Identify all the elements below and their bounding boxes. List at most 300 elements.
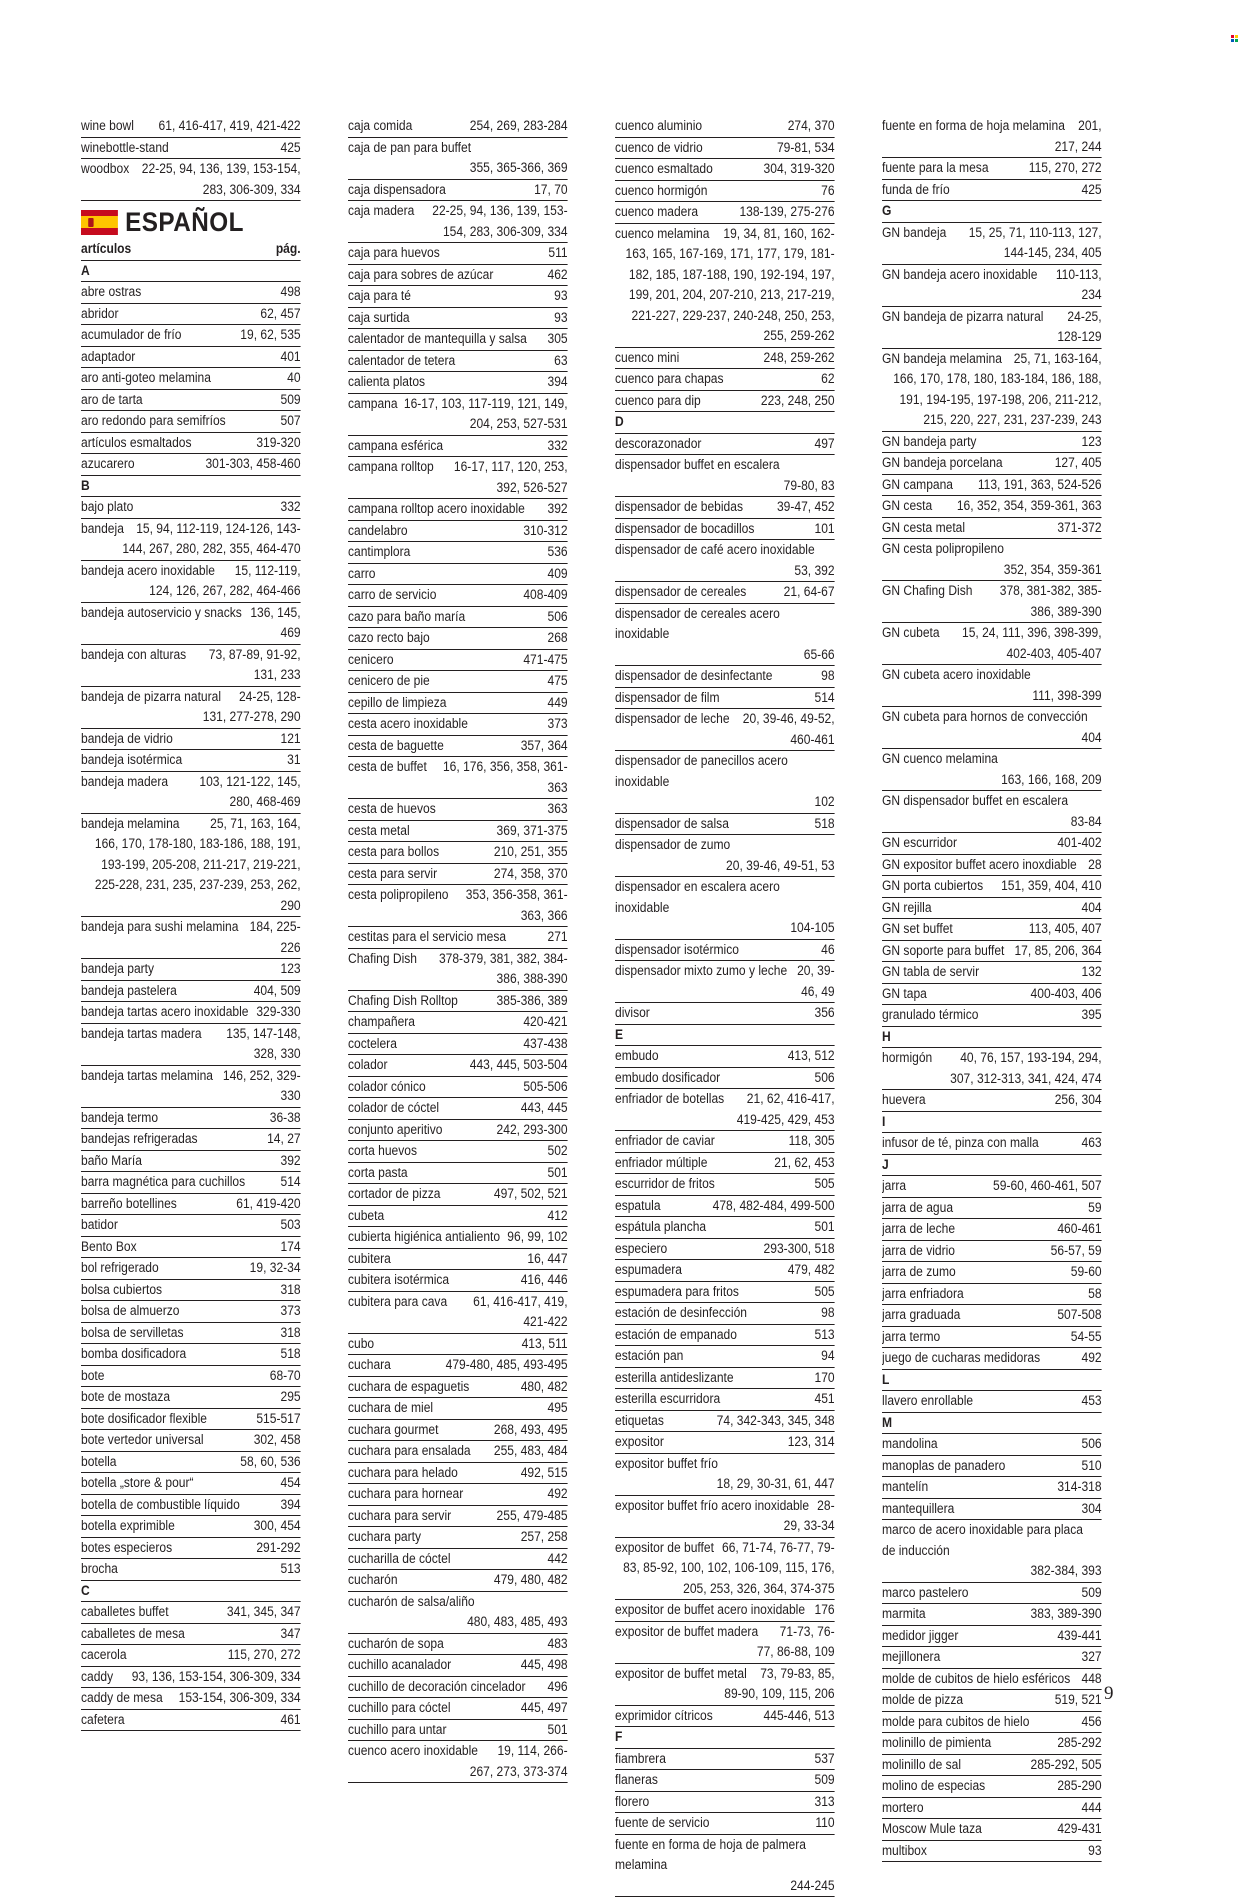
index-entry <box>348 265 568 287</box>
index-letter-heading: C <box>81 1581 301 1603</box>
entry-pages: 58 <box>1088 1284 1101 1305</box>
entry-pages: 102 <box>615 751 835 813</box>
index-entry <box>615 348 835 370</box>
entry-term: cuchillo de decoración cincelador <box>348 1677 526 1698</box>
entry-term: campana <box>348 394 398 415</box>
entry-pages: 385-386, 389 <box>497 991 568 1012</box>
entry-term: cuchara de espaguetis <box>348 1377 469 1398</box>
index-entry <box>882 180 1102 202</box>
index-entry <box>348 585 568 607</box>
entry-term: expositor buffet frío <box>615 1454 718 1475</box>
entry-pages: 93 <box>554 308 567 329</box>
entry-pages: 456 <box>1081 1712 1101 1733</box>
entry-term: bandeja melamina <box>81 814 179 835</box>
index-entry <box>81 454 301 476</box>
entry-term: dispensador de café acero inoxidable <box>615 540 815 561</box>
entry-term: aro de tarta <box>81 390 143 411</box>
entry-pages: 329-330 <box>256 1002 300 1023</box>
entry-pages: 404 <box>1081 728 1101 749</box>
entry-term: caja para té <box>348 286 411 307</box>
entry-pages: 19, 34, 81, 160, 162-163, 165, 167-169, 171, 177, 179, 181-182, 185, 187-188, 190, 192-194, 197, 199, 201, 204, 207-210, 213, 217-219, 221-227, 229-237, 240-248, 250, 253, 255, 259-262 <box>615 224 835 347</box>
entry-term: cantimplora <box>348 542 410 563</box>
index-entry <box>348 1120 568 1142</box>
entry-term: cucharón de salsa/aliño <box>348 1592 475 1613</box>
entry-term: esterilla escurridora <box>615 1389 720 1410</box>
entry-pages: 401-402 <box>1057 833 1101 854</box>
index-entry <box>81 138 301 160</box>
index-entry <box>348 991 568 1013</box>
entry-pages: 373 <box>280 1301 300 1322</box>
index-entry <box>348 457 568 499</box>
entry-term: bote de mostaza <box>81 1387 170 1408</box>
entry-pages: 18, 29, 30-31, 61, 447 <box>717 1474 835 1495</box>
entry-term: exprimidor cítricos <box>615 1706 713 1727</box>
entry-term: escurridor de fritos <box>615 1174 715 1195</box>
entry-term: flaneras <box>615 1770 658 1791</box>
index-entry <box>81 917 301 959</box>
index-entry <box>882 1583 1102 1605</box>
entry-term: batidor <box>81 1215 118 1236</box>
entry-pages: 16-17, 103, 117-119, 121, 149, 204, 253, 527-531 <box>348 394 568 435</box>
index-entry <box>81 1108 301 1130</box>
entry-pages: 382-384, 393 <box>1031 1561 1102 1582</box>
index-entry <box>348 286 568 308</box>
index-entry <box>348 1527 568 1549</box>
entry-pages: 28-29, 33-34 <box>615 1496 835 1537</box>
entry-term: dispensador de zumo <box>615 835 730 856</box>
index-entry <box>81 1430 301 1452</box>
index-entry <box>348 1227 568 1249</box>
entry-term: colador de cóctel <box>348 1098 439 1119</box>
entry-pages: 98 <box>821 666 834 687</box>
entry-pages: 300, 454 <box>254 1516 301 1537</box>
index-entry <box>882 1755 1102 1777</box>
index-entry <box>348 1077 568 1099</box>
entry-pages: 509 <box>1081 1583 1101 1604</box>
entry-term: caja comida <box>348 116 412 137</box>
index-entry <box>615 159 835 181</box>
entry-term: aro redondo para semifríos <box>81 411 226 432</box>
entry-pages: 94 <box>821 1346 834 1367</box>
entry-term: cazo recto bajo <box>348 628 430 649</box>
index-entry <box>882 453 1102 475</box>
index-entry <box>81 325 301 347</box>
entry-term: artículos esmaltados <box>81 433 192 454</box>
entry-term: bandeja de pizarra natural <box>81 687 221 708</box>
entry-term: corta pasta <box>348 1163 408 1184</box>
entry-term: champañera <box>348 1012 415 1033</box>
entry-term: bote dosificador flexible <box>81 1409 207 1430</box>
entry-term: botella de combustible líquido <box>81 1495 240 1516</box>
entry-pages: 151, 359, 404, 410 <box>1001 876 1102 897</box>
entry-term: jarra termo <box>882 1327 940 1348</box>
entry-pages: 21, 62, 416-417, 419-425, 429, 453 <box>615 1089 835 1130</box>
entry-term: cuenco madera <box>615 202 698 223</box>
index-entry <box>882 265 1102 307</box>
entry-term: dispensador buffet en escalera <box>615 455 780 476</box>
entry-pages: 412 <box>547 1206 567 1227</box>
index-entry <box>882 749 1102 791</box>
entry-pages: 478, 482-484, 499-500 <box>713 1196 835 1217</box>
entry-pages: 461 <box>280 1710 300 1731</box>
entry-term: medidor jigger <box>882 1626 958 1647</box>
index-entry <box>882 1841 1102 1863</box>
entry-term: Chafing Dish Rolltop <box>348 991 458 1012</box>
index-entry <box>81 1645 301 1667</box>
entry-pages: 19, 62, 535 <box>240 325 300 346</box>
index-entry <box>81 1710 301 1732</box>
entry-term: GN dispensador buffet en escalera <box>882 791 1068 812</box>
index-entry <box>348 949 568 991</box>
entry-term: cuenco melamina <box>615 224 709 245</box>
entry-term: bandeja <box>81 519 124 540</box>
entry-pages: 304, 319-320 <box>764 159 835 180</box>
index-entry <box>348 714 568 736</box>
entry-term: abridor <box>81 304 119 325</box>
entry-pages: 479, 480, 482 <box>494 1570 568 1591</box>
entry-pages: 15, 112-119, 124, 126, 267, 282, 464-466 <box>81 561 301 602</box>
index-entry <box>882 1005 1102 1027</box>
index-entry <box>81 1452 301 1474</box>
index-entry <box>882 962 1102 984</box>
index-entry <box>615 835 835 877</box>
entry-term: expositor de buffet <box>615 1538 714 1559</box>
entry-pages: 413, 511 <box>522 1334 568 1355</box>
entry-pages: 369, 371-375 <box>497 821 568 842</box>
index-entry <box>81 1387 301 1409</box>
index-entry <box>348 1741 568 1783</box>
entry-pages: 132 <box>1081 962 1101 983</box>
index-entry <box>81 433 301 455</box>
index-entry <box>615 1496 835 1538</box>
index-entry <box>348 1592 568 1634</box>
entry-pages: 16, 447 <box>527 1249 567 1270</box>
index-entry <box>348 693 568 715</box>
entry-pages: 62, 457 <box>260 304 300 325</box>
entry-pages: 319-320 <box>256 433 300 454</box>
index-entry <box>882 1499 1102 1521</box>
entry-pages: 101 <box>814 519 834 540</box>
entry-term: caballetes buffet <box>81 1602 169 1623</box>
entry-term: dispensador de leche <box>615 709 730 730</box>
entry-pages: 302, 458 <box>254 1430 301 1451</box>
index-entry <box>615 497 835 519</box>
index-entry <box>615 369 835 391</box>
entry-pages: 115, 270, 272 <box>228 1645 301 1666</box>
entry-term: dispensador de panecillos acero inoxidable <box>615 751 829 792</box>
entry-pages: 310-312 <box>523 521 567 542</box>
index-entry <box>81 347 301 369</box>
entry-pages: 74, 342-343, 345, 348 <box>717 1411 835 1432</box>
index-entry <box>882 791 1102 833</box>
entry-term: calienta platos <box>348 372 425 393</box>
entry-term: expositor de buffet madera <box>615 1622 758 1643</box>
language-heading <box>81 205 301 239</box>
index-entry <box>882 919 1102 941</box>
index-entry <box>348 736 568 758</box>
entry-term: bolsa de almuerzo <box>81 1301 179 1322</box>
entry-pages: 408-409 <box>523 585 567 606</box>
index-entry <box>348 1270 568 1292</box>
entry-pages: 505-506 <box>523 1077 567 1098</box>
entry-term: campana esférica <box>348 436 443 457</box>
entry-term: cuchillo para cóctel <box>348 1698 451 1719</box>
index-entry <box>882 707 1102 749</box>
entry-pages: 498 <box>280 282 300 303</box>
entry-pages: 293-300, 518 <box>764 1239 835 1260</box>
entry-term: cuchillo acanalador <box>348 1655 451 1676</box>
index-entry <box>615 1282 835 1304</box>
entry-term: cubierta higiénica antialiento <box>348 1227 500 1248</box>
entry-term: GN cubeta para hornos de convección <box>882 707 1088 728</box>
entry-pages: 24-25, 128-129 <box>882 307 1102 348</box>
entry-pages: 63 <box>554 351 567 372</box>
index-entry <box>882 1327 1102 1349</box>
entry-pages: 445, 498 <box>521 1655 568 1676</box>
entry-pages: 61, 416-417, 419, 421-422 <box>159 116 301 137</box>
entry-term: GN bandeja <box>882 223 946 244</box>
entry-pages: 510 <box>1081 1456 1101 1477</box>
index-entry <box>615 709 835 751</box>
entry-term: GN tapa <box>882 984 927 1005</box>
index-entry <box>615 181 835 203</box>
entry-pages: 21, 64-67 <box>784 582 835 603</box>
index-entry <box>882 1284 1102 1306</box>
entry-pages: 305 <box>547 329 567 350</box>
entry-term: cucharón de sopa <box>348 1634 444 1655</box>
entry-term: llavero enrollable <box>882 1391 973 1412</box>
index-entry <box>348 885 568 927</box>
entry-term: dispensador de desinfectante <box>615 666 772 687</box>
entry-term: acumulador de frío <box>81 325 181 346</box>
entry-pages: 31 <box>287 750 300 771</box>
entry-term: carro <box>348 564 375 585</box>
page-number: 9 <box>1104 1683 1114 1705</box>
entry-pages: 115, 270, 272 <box>1029 158 1102 179</box>
index-entry <box>882 496 1102 518</box>
index-entry <box>882 158 1102 180</box>
index-entry <box>348 1677 568 1699</box>
entry-pages: 475 <box>547 671 567 692</box>
index-entry <box>81 687 301 729</box>
entry-pages: 479-480, 485, 493-495 <box>446 1355 568 1376</box>
entry-term: jarra de vidrio <box>882 1241 955 1262</box>
entry-pages: 123 <box>280 959 300 980</box>
index-entry <box>81 1323 301 1345</box>
index-entry <box>348 1034 568 1056</box>
entry-term: abre ostras <box>81 282 141 303</box>
index-entry <box>615 666 835 688</box>
entry-term: bandeja acero inoxidable <box>81 561 215 582</box>
entry-term: cuchara para hornear <box>348 1484 463 1505</box>
entry-term: infusor de té, pinza con malla <box>882 1133 1039 1154</box>
index-entry <box>615 604 835 667</box>
entry-term: cenicero <box>348 650 394 671</box>
entry-pages: 314-318 <box>1057 1477 1101 1498</box>
entry-pages: 79-81, 534 <box>777 138 835 159</box>
entry-pages: 59-60, 460-461, 507 <box>993 1176 1102 1197</box>
entry-term: bandeja isotérmica <box>81 750 182 771</box>
entry-term: caja de pan para buffet <box>348 138 471 159</box>
entry-term: expositor de buffet metal <box>615 1664 747 1685</box>
entry-term: Chafing Dish <box>348 949 417 970</box>
entry-term: bolsa cubiertos <box>81 1280 162 1301</box>
entry-pages: 462 <box>547 265 567 286</box>
entry-pages: 36-38 <box>270 1108 301 1129</box>
header-pages-label: pág. <box>276 239 301 260</box>
index-entry <box>615 202 835 224</box>
index-entry <box>615 1217 835 1239</box>
index-entry <box>81 1559 301 1581</box>
entry-pages: 76 <box>821 181 834 202</box>
entry-term: caddy <box>81 1667 113 1688</box>
entry-pages: 439-441 <box>1057 1626 1101 1647</box>
index-entry <box>81 368 301 390</box>
entry-pages: 507 <box>280 411 300 432</box>
index-entry <box>81 1237 301 1259</box>
entry-term: GN cubeta <box>882 623 940 644</box>
entry-term: botes especieros <box>81 1538 172 1559</box>
index-entry <box>882 941 1102 963</box>
index-entry <box>882 1647 1102 1669</box>
entry-pages: 15, 25, 71, 110-113, 127, 144-145, 234, 405 <box>882 223 1102 264</box>
index-entry <box>615 1389 835 1411</box>
index-entry <box>348 1334 568 1356</box>
entry-term: cuchara para helado <box>348 1463 458 1484</box>
entry-pages: 285-292, 505 <box>1031 1755 1102 1776</box>
entry-pages: 113, 405, 407 <box>1029 919 1102 940</box>
index-entry <box>615 1346 835 1368</box>
entry-pages: 536 <box>547 542 567 563</box>
index-entry <box>81 1024 301 1066</box>
corner-mark-icon <box>1231 35 1238 42</box>
index-column-4 <box>882 116 1102 1862</box>
entry-term: aro anti-goteo melamina <box>81 368 211 389</box>
entry-pages: 242, 293-300 <box>497 1120 568 1141</box>
entry-pages: 506 <box>547 607 567 628</box>
entry-term: jarra de leche <box>882 1219 955 1240</box>
entry-pages: 515-517 <box>256 1409 300 1430</box>
entry-term: bandeja con alturas <box>81 645 186 666</box>
index-entry <box>615 1131 835 1153</box>
entry-term: esterilla antideslizante <box>615 1368 734 1389</box>
entry-term: cuchara gourmet <box>348 1420 438 1441</box>
entry-pages: 25, 71, 163, 164, 166, 170, 178-180, 183-186, 188, 191, 193-199, 205-208, 211-217, 219-221, 225-228, 231, 235, 237-239, 253, 262, 290 <box>81 814 301 917</box>
index-entry <box>348 1398 568 1420</box>
index-entry <box>81 1129 301 1151</box>
entry-term: cenicero de pie <box>348 671 430 692</box>
entry-term: dispensador isotérmico <box>615 940 739 961</box>
entry-term: embudo dosificador <box>615 1068 720 1089</box>
index-column-2 <box>348 116 568 1783</box>
entry-term: bandeja de vidrio <box>81 729 173 750</box>
entry-pages: 285-290 <box>1057 1776 1101 1797</box>
index-entry <box>348 1634 568 1656</box>
entry-term: cesta acero inoxidable <box>348 714 468 735</box>
index-entry <box>348 1141 568 1163</box>
index-entry <box>348 1163 568 1185</box>
entry-term: cafetera <box>81 1710 125 1731</box>
entry-pages: 46 <box>821 940 834 961</box>
index-entry <box>348 243 568 265</box>
index-entry <box>348 329 568 351</box>
index-entry <box>348 1698 568 1720</box>
index-entry <box>348 799 568 821</box>
entry-term: cuchara para servir <box>348 1506 451 1527</box>
entry-term: cesta metal <box>348 821 410 842</box>
entry-pages: 463 <box>1081 1133 1101 1154</box>
entry-pages: 244-245 <box>790 1876 834 1897</box>
entry-pages: 537 <box>814 1749 834 1770</box>
entry-term: florero <box>615 1792 649 1813</box>
entry-term: campana rolltop <box>348 457 434 478</box>
entry-pages: 176 <box>814 1600 834 1621</box>
entry-pages: 62 <box>821 369 834 390</box>
entry-term: bandeja para sushi melamina <box>81 917 238 938</box>
entry-term: granulado térmico <box>882 1005 978 1026</box>
index-entry <box>81 411 301 433</box>
index-entry <box>615 1239 835 1261</box>
entry-term: fuente en forma de hoja melamina <box>882 116 1065 137</box>
entry-pages: 425 <box>280 138 300 159</box>
index-entry <box>348 1292 568 1334</box>
entry-pages: 327 <box>1081 1647 1101 1668</box>
entry-term: GN bandeja party <box>882 432 976 453</box>
index-entry <box>348 308 568 330</box>
index-entry <box>615 1835 835 1897</box>
entry-pages: 20, 39-46, 49 <box>615 961 835 1002</box>
entry-term: enfriador de botellas <box>615 1089 724 1110</box>
index-entry <box>615 116 835 138</box>
entry-pages: 16, 352, 354, 359-361, 363 <box>957 496 1102 517</box>
index-entry <box>81 1301 301 1323</box>
entry-pages: 146, 252, 329-330 <box>81 1066 301 1107</box>
index-entry <box>882 1604 1102 1626</box>
index-entry <box>882 1241 1102 1263</box>
entry-term: espumadera <box>615 1260 682 1281</box>
entry-pages: 73, 79-83, 85, 89-90, 109, 115, 206 <box>615 1664 835 1705</box>
index-entry <box>615 1303 835 1325</box>
index-entry <box>615 1706 835 1728</box>
entry-pages: 54-55 <box>1071 1327 1102 1348</box>
entry-pages: 163, 166, 168, 209 <box>1001 770 1102 791</box>
entry-pages: 21, 62, 453 <box>774 1153 834 1174</box>
entry-pages: 395 <box>1081 1005 1101 1026</box>
entry-term: enfriador múltiple <box>615 1153 707 1174</box>
entry-pages: 61, 416-417, 419, 421-422 <box>348 1292 568 1333</box>
entry-pages: 373 <box>547 714 567 735</box>
index-entry <box>882 1348 1102 1370</box>
entry-term: calentador de mantequilla y salsa <box>348 329 527 350</box>
entry-term: bandeja party <box>81 959 154 980</box>
entry-pages: 66, 71-74, 76-77, 79-83, 85-92, 100, 102, 106-109, 115, 176, 205, 253, 326, 364, 374-375 <box>615 1538 835 1600</box>
index-entry <box>348 671 568 693</box>
entry-pages: 285-292 <box>1057 1733 1101 1754</box>
entry-pages: 59-60 <box>1071 1262 1102 1283</box>
entry-pages: 255, 483, 484 <box>494 1441 568 1462</box>
entry-pages: 16-17, 117, 120, 253, 392, 526-527 <box>348 457 568 498</box>
index-entry <box>615 1325 835 1347</box>
index-entry <box>882 1176 1102 1198</box>
entry-pages: 24-25, 128-131, 277-278, 290 <box>81 687 301 728</box>
index-entry <box>882 1520 1102 1583</box>
entry-pages: 93 <box>1088 1841 1101 1862</box>
entry-pages: 355, 365-366, 369 <box>470 158 568 179</box>
index-entry <box>81 814 301 918</box>
entry-pages: 507-508 <box>1057 1305 1101 1326</box>
index-header-row <box>81 239 301 261</box>
index-entry <box>615 961 835 1003</box>
